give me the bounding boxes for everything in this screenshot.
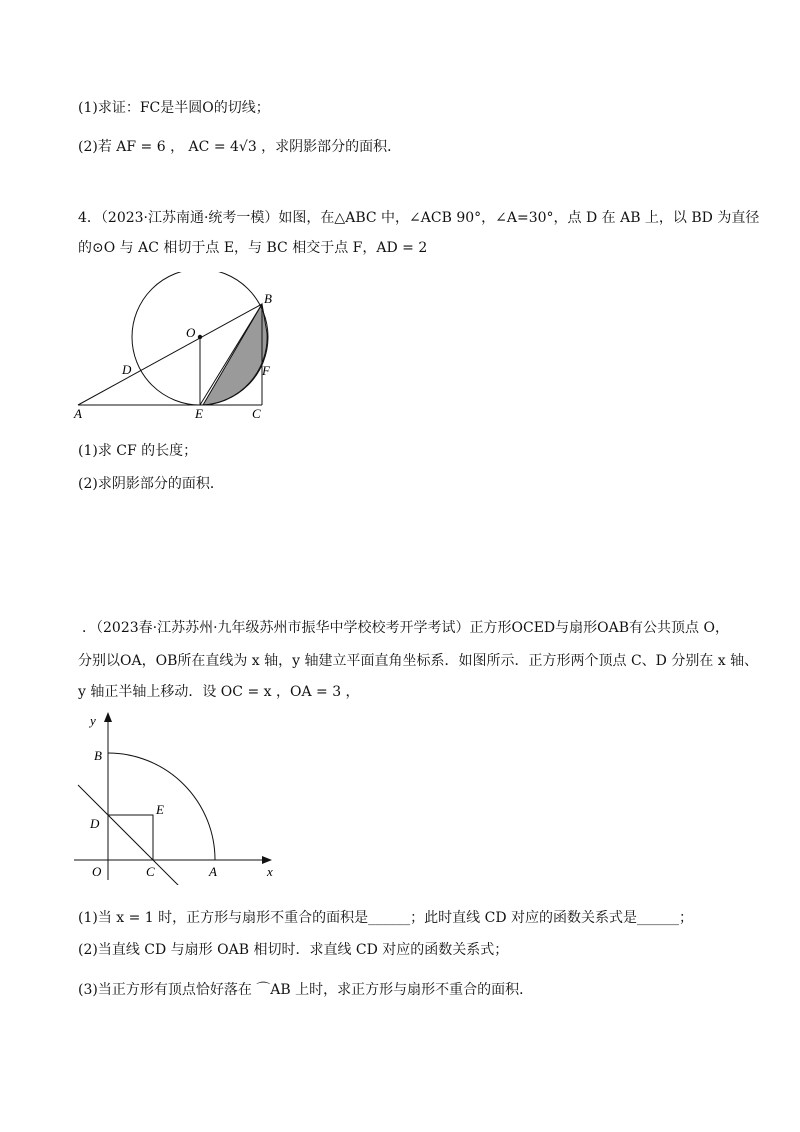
p5-statement-line1: ．（2023春·江苏苏州·九年级苏州市振华中学校校考开学考试）正方形OCED与扇形OAB有公共顶点 O， xyxy=(82,620,729,636)
p4-label-B: B xyxy=(264,291,272,306)
p4-part1: (1)求 CF 的长度； xyxy=(78,443,198,459)
p4-label-E: E xyxy=(195,406,203,421)
p5-part2: (2)当直线 CD 与扇形 OAB 相切时．求直线 CD 对应的函数关系式； xyxy=(78,942,509,958)
p5-label-B: B xyxy=(94,748,102,763)
p5-label-A: A xyxy=(209,864,217,879)
p4-label-O: O xyxy=(186,325,196,340)
p5-statement-line3: y 轴正半轴上移动．设 OC = x ，OA = 3 ， xyxy=(78,684,360,700)
p4-figure xyxy=(70,272,290,422)
p5-label-y: y xyxy=(90,713,96,728)
p4-label-F: F xyxy=(262,363,270,378)
p4-statement-line1: 4．（2023·江苏南通·统考一模）如图，在△ABC 中，∠ACB 90°，∠A=30°，点 D 在 AB 上，以 BD 为直径 xyxy=(78,210,760,226)
p5-statement-line2: 分别以OA，OB所在直线为 x 轴，y 轴建立平面直角坐标系．如图所示．正方形两个顶点 C、D 分别在 x 轴、 xyxy=(78,653,759,669)
p5-label-E: E xyxy=(156,802,164,817)
p5-x-axis-arrow xyxy=(262,856,272,864)
p4-label-D: D xyxy=(122,362,132,377)
p4-center-dot xyxy=(198,335,202,339)
p3-part1: (1)求证：FC是半圆O的切线； xyxy=(78,100,270,116)
p5-label-x: x xyxy=(267,864,273,879)
p5-y-axis-arrow xyxy=(104,712,112,722)
p4-part2: (2)求阴影部分的面积． xyxy=(78,476,224,492)
p5-label-D: D xyxy=(90,816,100,831)
p5-part3: (3)当正方形有顶点恰好落在 ⌒AB 上时，求正方形与扇形不重合的面积． xyxy=(78,982,534,998)
p5-label-C: C xyxy=(146,864,155,879)
p5-label-O: O xyxy=(92,864,102,879)
p4-label-A: A xyxy=(74,406,82,421)
p4-label-C: C xyxy=(252,406,261,421)
p3-part2: (2)若 AF = 6 ， AC = 4√3 ，求阴影部分的面积． xyxy=(78,139,402,155)
p5-figure xyxy=(70,710,290,885)
p5-part1: (1)当 x = 1 时，正方形与扇形不重合的面积是______；此时直线 CD 对应的函数关系式是______； xyxy=(78,910,694,926)
p4-statement-line2: 的⊙O 与 AC 相切于点 E，与 BC 相交于点 F，AD = 2 xyxy=(78,240,428,256)
